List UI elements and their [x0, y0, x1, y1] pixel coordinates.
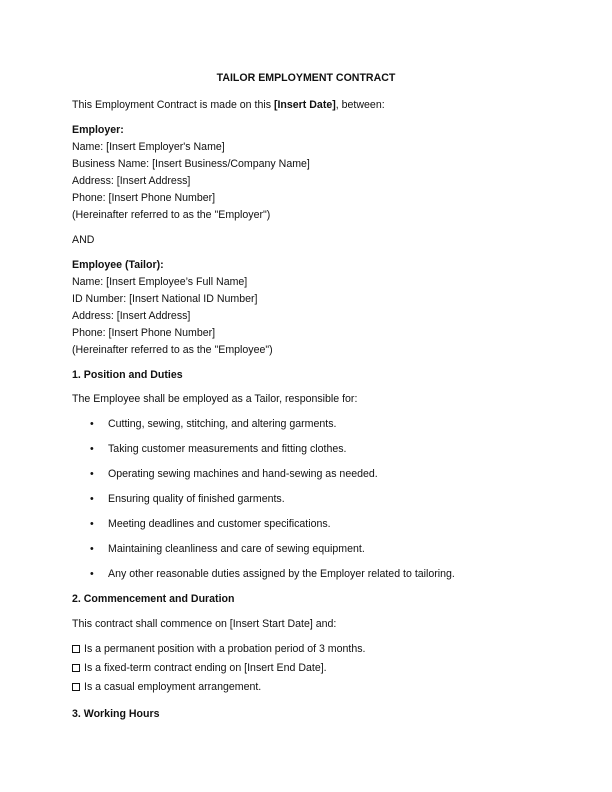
bullet-glyph: •	[90, 468, 94, 480]
duty-item: Maintaining cleanliness and care of sewing equipment.	[108, 543, 365, 555]
bullet-glyph: •	[90, 443, 94, 455]
bullet-glyph: •	[90, 543, 94, 555]
employer-heading: Employer:	[72, 124, 124, 136]
section3-heading: 3. Working Hours	[72, 708, 160, 720]
duty-item: Taking customer measurements and fitting clothes.	[108, 443, 347, 455]
permanent-checkbox[interactable]	[72, 645, 80, 653]
option-label: Is a permanent position with a probation period of 3 months.	[84, 643, 366, 655]
employee-id: ID Number: [Insert National ID Number]	[72, 293, 258, 305]
bullet-glyph: •	[90, 418, 94, 430]
employer-business: Business Name: [Insert Business/Company Name]	[72, 158, 310, 170]
bullet-glyph: •	[90, 493, 94, 505]
intro-date: [Insert Date]	[273, 99, 336, 111]
option-label: Is a fixed-term contract ending on [Insert End Date].	[84, 662, 327, 674]
duty-item: Any other reasonable duties assigned by the Employer related to tailoring.	[108, 568, 455, 580]
intro-after: , between:	[335, 99, 385, 111]
casual-checkbox[interactable]	[72, 683, 80, 691]
duty-item: Operating sewing machines and hand-sewing as needed.	[108, 468, 378, 480]
option-label: Is a casual employment arrangement.	[84, 681, 262, 693]
employee-reference: (Hereinafter referred to as the "Employee")	[72, 344, 273, 356]
duty-item: Cutting, sewing, stitching, and altering garments.	[108, 418, 337, 430]
intro-line	[72, 99, 385, 112]
employer-address: Address: [Insert Address]	[72, 175, 191, 187]
employer-reference: (Hereinafter referred to as the "Employer")	[72, 209, 271, 221]
section1-heading: 1. Position and Duties	[72, 369, 183, 381]
employee-phone: Phone: [Insert Phone Number]	[72, 327, 216, 339]
section2-heading: 2. Commencement and Duration	[72, 593, 235, 605]
employee-address: Address: [Insert Address]	[72, 310, 191, 322]
fixed-term-checkbox[interactable]	[72, 664, 80, 672]
intro-before: This Employment Contract is made on this	[72, 99, 274, 111]
employee-name: Name: [Insert Employee’s Full Name]	[72, 276, 248, 288]
duty-item: Meeting deadlines and customer specifications.	[108, 518, 331, 530]
bullet-glyph: •	[90, 518, 94, 530]
duty-item: Ensuring quality of finished garments.	[108, 493, 285, 505]
employer-phone: Phone: [Insert Phone Number]	[72, 192, 216, 204]
section1-intro: The Employee shall be employed as a Tailor, responsible for:	[72, 393, 358, 405]
document-title: TAILOR EMPLOYMENT CONTRACT	[216, 72, 396, 84]
section2-intro: This contract shall commence on [Insert Start Date] and:	[72, 618, 337, 630]
bullet-glyph: •	[90, 568, 94, 580]
and-text: AND	[72, 234, 95, 246]
employee-heading: Employee (Tailor):	[72, 259, 164, 271]
employer-name: Name: [Insert Employer's Name]	[72, 141, 225, 153]
